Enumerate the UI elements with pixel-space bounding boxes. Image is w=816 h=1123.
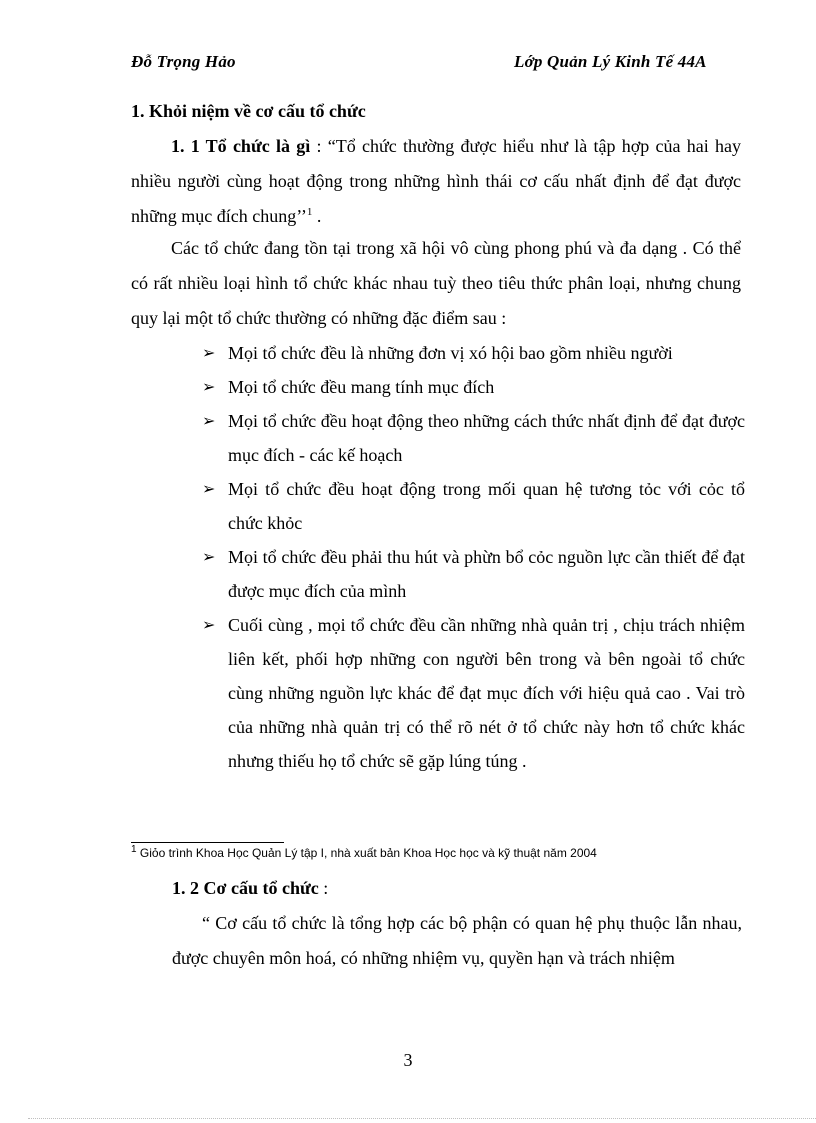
subsection-2-colon: : xyxy=(318,878,329,898)
list-item xyxy=(200,404,745,472)
structure-paragraph xyxy=(172,906,742,976)
footnote-number: 1 xyxy=(131,844,137,855)
header-author: Đỗ Trọng Hảo xyxy=(131,52,236,71)
characteristics-list xyxy=(200,336,745,778)
definition-paragraph xyxy=(131,129,741,234)
arrow-bullet-icon: ➢ xyxy=(202,377,216,396)
footnote-text: Giỏo trình Khoa Học Quản Lý tập I, nhà xuất bản Khoa Học học và kỹ thuật năm 2004 xyxy=(136,846,597,860)
list-item xyxy=(200,540,745,608)
subsection-2-heading xyxy=(172,878,328,899)
arrow-bullet-icon: ➢ xyxy=(202,615,216,634)
list-item-text: Cuối cùng , mọi tổ chức đều cần những nhà quản trị , chịu trách nhiệm liên kết, phối hợp những con người bên trong và bên ngoài tổ chức cùng những nguồn lực khác để đạt mục đích với hiệu quả cao . Vai trò của những nhà quản trị có thể rõ nét ở tổ chức này hơn tổ chức khác nhưng thiếu họ tổ chức sẽ gặp lúng túng . xyxy=(228,615,745,771)
characteristics-text: Các tổ chức đang tồn tại trong xã hội vô cùng phong phú và đa dạng . Có thể có rất nhiều loại hình tổ chức khác nhau tuỳ theo tiêu thức phân loại, nhưng chung quy lại một tổ chức thường có những đặc điểm sau : xyxy=(131,238,741,328)
list-item xyxy=(200,370,745,404)
list-item xyxy=(200,608,745,778)
footnote-ref[interactable]: 1 xyxy=(306,206,313,218)
subsection-2-label: 1. 2 Cơ cấu tổ chức xyxy=(172,878,319,898)
page-number: 3 xyxy=(403,1050,413,1070)
characteristics-paragraph xyxy=(131,231,741,336)
footnote xyxy=(131,846,597,860)
section-title: 1. Khỏi niệm về cơ cấu tổ chức xyxy=(131,101,366,121)
definition-end: . xyxy=(312,206,322,226)
list-item xyxy=(200,472,745,540)
page-bottom-border xyxy=(28,1118,816,1119)
arrow-bullet-icon: ➢ xyxy=(202,547,216,566)
list-item-text: Mọi tổ chức đều hoạt động theo những cách thức nhất định để đạt được mục đích - các kế hoạch xyxy=(228,411,745,465)
structure-text: “ Cơ cấu tổ chức là tổng hợp các bộ phận có quan hệ phụ thuộc lẫn nhau, được chuyên môn hoá, có những nhiệm vụ, quyền hạn và trách nhiệm xyxy=(172,913,742,968)
arrow-bullet-icon: ➢ xyxy=(202,479,216,498)
list-item-text: Mọi tổ chức đều phải thu hút và phừn bổ cỏc nguồn lực cần thiết để đạt được mục đích của mình xyxy=(228,547,745,601)
list-item-text: Mọi tổ chức đều mang tính mục đích xyxy=(228,377,495,397)
list-item-text: Mọi tổ chức đều hoạt động trong mối quan hệ tương tỏc với cỏc tổ chức khỏc xyxy=(228,479,745,533)
definition-text: : “Tổ chức thường được hiểu như là tập hợp của hai hay nhiều người cùng hoạt động trong những hình thái cơ cấu nhất định để đạt được những mục đích chung’’ xyxy=(131,136,741,226)
list-item xyxy=(200,336,745,370)
arrow-bullet-icon: ➢ xyxy=(202,343,216,362)
footnote-divider xyxy=(131,842,284,843)
list-item-text: Mọi tổ chức đều là những đơn vị xó hội bao gồm nhiều người xyxy=(228,343,673,363)
arrow-bullet-icon: ➢ xyxy=(202,411,216,430)
header-class: Lớp Quản Lý Kinh Tế 44A xyxy=(514,52,707,71)
subsection-1-label: 1. 1 Tổ chức là gì xyxy=(171,136,311,156)
